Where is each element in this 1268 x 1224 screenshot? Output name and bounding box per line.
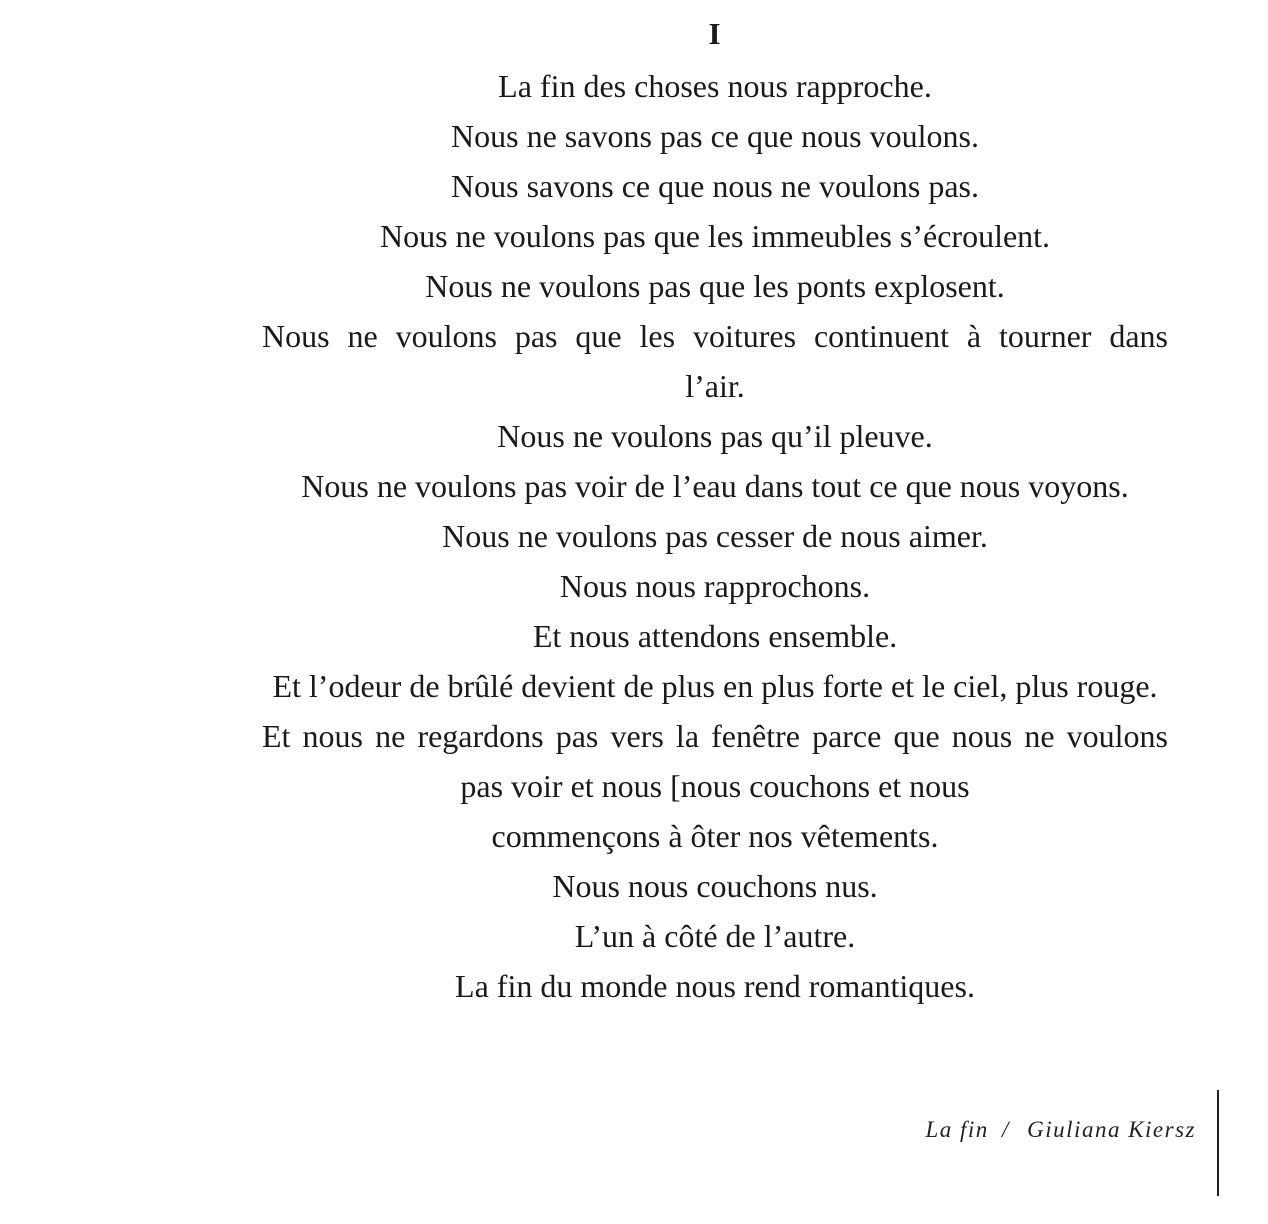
running-footer [925,1114,1196,1146]
poem-line: Nous ne voulons pas cesser de nous aimer. [442,518,988,554]
footer-author: Giuliana Kiersz [1027,1117,1196,1142]
footer-separator: / [1002,1117,1010,1142]
footer-title: La fin [925,1117,989,1142]
poem-line: Nous ne voulons pas qu’il pleuve. [497,418,933,454]
poem-line: La fin des choses nous rapproche. [498,68,932,104]
poem-body [262,61,1168,1011]
poem-line: commençons à ôter nos vêtements. [491,818,939,854]
poem-line: Nous ne voulons pas voir de l’eau dans tout ce que nous voyons. [301,468,1129,504]
poem-line: Et l’odeur de brûlé devient de plus en plus forte et le ciel, plus rouge. [272,668,1158,704]
poem-line: Et nous attendons ensemble. [532,618,898,654]
poem-line: Nous ne voulons pas que les voitures continuent à tourner dans [262,318,1168,354]
poem-line: Nous ne voulons pas que les ponts explosent. [425,268,1005,304]
poem-line: Nous ne savons pas ce que nous voulons. [451,118,979,154]
section-heading: I [708,16,722,51]
poem-line: Nous nous couchons nus. [552,868,878,904]
poem-line: Et nous ne regardons pas vers la fenêtre parce que nous ne voulons [262,718,1168,754]
margin-rule [1217,1090,1219,1196]
poem-line: pas voir et nous [nous couchons et nous [460,768,970,804]
poem-line: Nous ne voulons pas que les immeubles s’écroulent. [379,218,1051,254]
poem-line: La fin du monde nous rend romantiques. [455,968,975,1004]
poem-line: Nous nous rapprochons. [559,568,871,604]
poem-line: l’air. [685,368,745,404]
poem-line: Nous savons ce que nous ne voulons pas. [451,168,979,204]
poem-line: L’un à côté de l’autre. [574,918,856,954]
